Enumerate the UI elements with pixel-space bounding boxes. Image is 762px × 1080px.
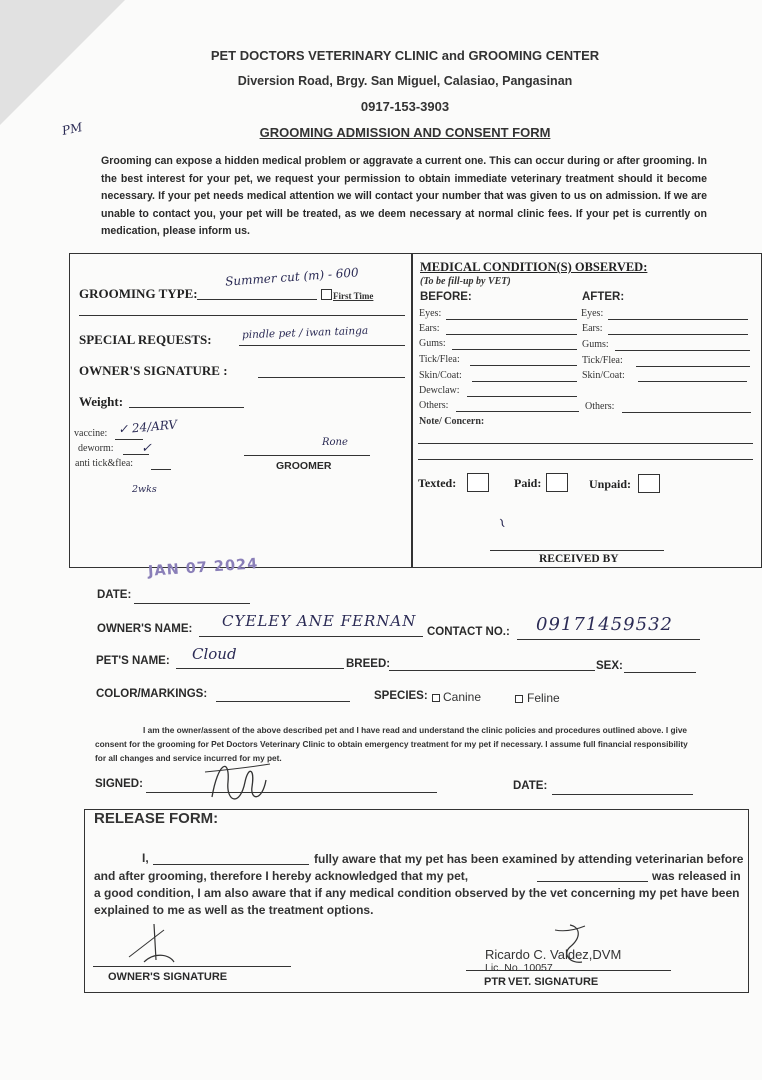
pet-name-line[interactable]	[176, 668, 344, 669]
deworm-label: deworm:	[78, 443, 114, 454]
owner-signature-line[interactable]	[258, 377, 405, 378]
paid-checkbox[interactable]	[546, 473, 568, 492]
groomer-line[interactable]	[244, 455, 370, 456]
form-title: GROOMING ADMISSION AND CONSENT FORM	[259, 125, 551, 140]
before-eyes-line[interactable]	[446, 319, 577, 320]
vet-sig-label: VET. SIGNATURE	[508, 976, 599, 988]
release-text-c: was released in a good condition, I am also aware that if any medical condition observed by the vet concerning my pet have been explained to me as well as the treatment options.	[94, 869, 741, 917]
grooming-type-value: Summer cut (m) - 600	[224, 265, 360, 289]
panel-divider	[411, 254, 413, 567]
vet-ptr: PTR	[484, 976, 506, 988]
vet-license: Lic. No. 10057	[485, 962, 553, 974]
clinic-name: PET DOCTORS VETERINARY CLINIC and GROOMING CENTER	[210, 48, 600, 63]
contact-label: CONTACT NO.:	[427, 626, 510, 638]
signed-label: SIGNED:	[95, 778, 143, 790]
breed-label: BREED:	[346, 658, 391, 670]
signed-line[interactable]	[146, 792, 437, 793]
contact-line[interactable]	[517, 639, 700, 640]
after-ears-line[interactable]	[608, 334, 748, 335]
release-text-b: fully aware that my pet has been examined by attending veterinarian before and after grooming, therefore I hereby acknowledged that my pet,	[94, 852, 744, 883]
special-requests-value: pindle pet / iwan tainga	[241, 324, 369, 342]
canine-label: Canine	[443, 690, 482, 704]
date-stamp: JAN 07 2024	[147, 556, 259, 580]
owner-name-label: OWNER'S NAME:	[97, 623, 193, 635]
breed-line[interactable]	[389, 670, 595, 671]
paid-label: Paid:	[514, 476, 542, 490]
clinic-address: Diversion Road, Brgy. San Miguel, Calasiao, Pangasinan	[237, 74, 573, 88]
release-owner-sig-label: OWNER'S SIGNATURE	[108, 971, 228, 983]
before-others-label: Others:	[419, 400, 449, 411]
release-owner-scribble	[124, 922, 184, 967]
before-ears-label: Ears:	[419, 323, 440, 334]
release-text-a: I,	[142, 851, 149, 865]
owner-name-line[interactable]	[199, 636, 423, 637]
date-label: DATE:	[97, 589, 132, 601]
vaccine-label: vaccine:	[74, 428, 108, 439]
canine-checkbox[interactable]	[432, 694, 440, 702]
before-tick-label: Tick/Flea:	[419, 354, 460, 365]
sex-label: SEX:	[596, 660, 623, 672]
intro-paragraph: Grooming can expose a hidden medical problem or aggravate a current one. This can occur during or after grooming. In the best interest for your pet, we request your permission to obtain immediate veterinary treatment should it become necessary. If your pet needs medical attention we will contact your number that was given to us on admission. If we are unable to contact you, your pet will be treated, as we deem necessary at normal clinic fees. If your pet is currently on medication, please inform us.	[101, 155, 707, 237]
grooming-type-line[interactable]	[197, 299, 317, 300]
weight-label: Weight:	[79, 394, 124, 409]
unpaid-checkbox[interactable]	[638, 474, 660, 493]
before-tick-line[interactable]	[470, 365, 577, 366]
before-gums-label: Gums:	[419, 338, 446, 349]
after-others-label: Others:	[585, 401, 615, 412]
vaccine-line[interactable]	[115, 439, 143, 440]
before-skin-line[interactable]	[472, 381, 577, 382]
before-dewclaw-line[interactable]	[467, 396, 577, 397]
after-tick-line[interactable]	[636, 366, 750, 367]
received-by-mark: ~	[492, 514, 512, 532]
color-line[interactable]	[216, 701, 350, 702]
pet-name-value: Cloud	[192, 645, 237, 663]
vaccine-value: ✓ 24/ARV	[117, 417, 178, 437]
texted-label: Texted:	[418, 476, 457, 490]
owner-signature-scribble	[200, 752, 280, 812]
after-eyes-line[interactable]	[608, 319, 748, 320]
texted-checkbox[interactable]	[467, 473, 489, 492]
medical-subtitle: (To be fill-up by VET)	[420, 276, 511, 287]
after-gums-label: Gums:	[582, 339, 609, 350]
corner-note: PM	[60, 120, 84, 138]
before-gums-line[interactable]	[452, 349, 577, 350]
groomer-label: GROOMER	[276, 460, 332, 472]
special-requests-line[interactable]	[239, 345, 405, 346]
before-ears-line[interactable]	[446, 334, 577, 335]
received-by-line[interactable]	[490, 550, 664, 551]
consent-paragraph: I am the owner/assent of the above described pet and I have read and understand the clinic policies and procedures outlined above. I give consent for the grooming for Pet Doctors Veterinary Clinic to obtain emergency treatment for my pet if necessary. I assume full financial responsibility for all changes and service incurred for my pet.	[95, 725, 688, 763]
species-label: SPECIES:	[374, 690, 428, 702]
anti-tick-line[interactable]	[151, 469, 171, 470]
grooming-type-label: GROOMING TYPE:	[79, 286, 198, 301]
after-others-line[interactable]	[622, 412, 751, 413]
vet-sig-line[interactable]	[466, 970, 671, 971]
first-time-label: First Time	[333, 291, 374, 301]
after-ears-label: Ears:	[582, 323, 603, 334]
anti-tick-label: anti tick&flea:	[75, 458, 134, 469]
after-tick-label: Tick/Flea:	[582, 355, 623, 366]
before-label: BEFORE:	[420, 291, 472, 303]
date-line[interactable]	[134, 603, 250, 604]
medical-title: MEDICAL CONDITION(S) OBSERVED:	[420, 260, 648, 274]
before-dewclaw-label: Dewclaw:	[419, 385, 460, 396]
owner-name-value: CYELEY ANE FERNAN	[222, 612, 417, 630]
deworm-value: ✓	[141, 441, 152, 456]
note-label: Note/ Concern:	[419, 416, 485, 427]
after-label: AFTER:	[582, 291, 625, 303]
first-time-checkbox[interactable]	[321, 289, 332, 300]
date2-label: DATE:	[513, 780, 548, 792]
groomer-value: Rone	[322, 437, 348, 448]
contact-value: 09171459532	[536, 614, 673, 635]
anti-tick-note: 2wks	[132, 484, 157, 495]
after-skin-line[interactable]	[638, 381, 747, 382]
color-label: COLOR/MARKINGS:	[96, 688, 208, 700]
grooming-type-line-2	[79, 315, 405, 316]
after-gums-line[interactable]	[615, 350, 750, 351]
release-title: RELEASE FORM:	[94, 810, 219, 827]
weight-line[interactable]	[129, 407, 244, 408]
sex-line[interactable]	[624, 672, 696, 673]
date2-line[interactable]	[552, 794, 693, 795]
received-by-label: RECEIVED BY	[539, 553, 619, 565]
special-requests-label: SPECIAL REQUESTS:	[79, 332, 212, 347]
vet-name: Ricardo C. Valdez,DVM	[485, 947, 622, 962]
feline-label: Feline	[527, 691, 560, 705]
before-others-line[interactable]	[456, 411, 579, 412]
before-eyes-label: Eyes:	[419, 308, 442, 319]
unpaid-label: Unpaid:	[589, 477, 632, 491]
release-owner-sig-line[interactable]	[93, 966, 291, 967]
note-line-1[interactable]	[418, 443, 753, 444]
feline-checkbox[interactable]	[515, 695, 523, 703]
after-skin-label: Skin/Coat:	[582, 370, 625, 381]
owner-signature-label: OWNER'S SIGNATURE :	[79, 363, 228, 378]
note-line-2[interactable]	[418, 459, 753, 460]
before-skin-label: Skin/Coat:	[419, 370, 462, 381]
pet-name-label: PET'S NAME:	[96, 655, 170, 667]
clinic-phone: 0917-153-3903	[360, 99, 450, 114]
after-eyes-label: Eyes:	[581, 308, 604, 319]
